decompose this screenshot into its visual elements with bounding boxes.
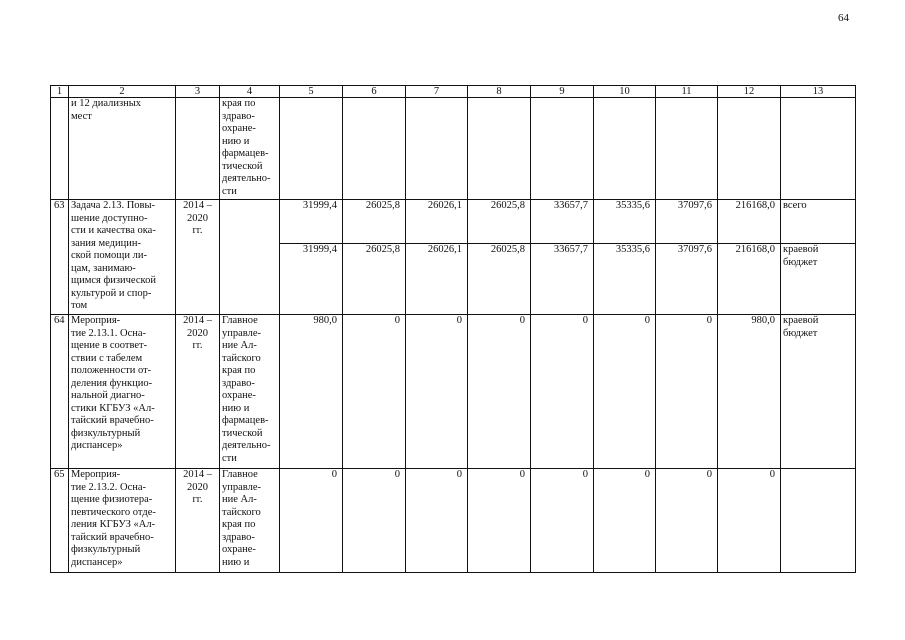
responsible-org-cell <box>220 200 280 315</box>
value-cell: 0 <box>531 315 594 469</box>
header-cell: 3 <box>176 86 220 98</box>
value-cell: 26025,8 <box>343 244 406 315</box>
value-cell: 216168,0 <box>718 200 781 244</box>
budget-table <box>50 85 856 573</box>
source-cell: краевой бюджет <box>781 315 856 469</box>
header-cell: 1 <box>51 86 69 98</box>
value-cell: 0 <box>406 469 468 573</box>
header-cell: 10 <box>594 86 656 98</box>
header-cell: 4 <box>220 86 280 98</box>
value-cell <box>594 98 656 200</box>
row-number-cell <box>51 98 69 200</box>
value-cell: 0 <box>343 469 406 573</box>
value-cell: 0 <box>406 315 468 469</box>
value-cell: 216168,0 <box>718 244 781 315</box>
value-cell: 37097,6 <box>656 244 718 315</box>
value-cell: 0 <box>468 315 531 469</box>
measure-name-cell: и 12 диализных мест <box>69 98 176 200</box>
value-cell: 35335,6 <box>594 200 656 244</box>
value-cell: 26026,1 <box>406 244 468 315</box>
period-cell <box>176 98 220 200</box>
value-cell: 0 <box>656 469 718 573</box>
value-cell: 31999,4 <box>280 244 343 315</box>
table-row <box>51 98 856 200</box>
table-row <box>51 469 856 573</box>
value-cell <box>468 98 531 200</box>
header-cell: 8 <box>468 86 531 98</box>
value-cell: 980,0 <box>280 315 343 469</box>
period-cell: 2014 – 2020 гг. <box>176 200 220 315</box>
measure-name-cell: Мероприя- тие 2.13.2. Осна- щение физиотера- певтического отде- ления КГБУЗ «Ал- тайский врачебно- физкультурный диспансер» <box>69 469 176 573</box>
value-cell <box>531 98 594 200</box>
value-cell: 26025,8 <box>468 200 531 244</box>
period-cell: 2014 – 2020 гг. <box>176 315 220 469</box>
value-cell <box>656 98 718 200</box>
value-cell: 26025,8 <box>343 200 406 244</box>
header-cell: 12 <box>718 86 781 98</box>
value-cell <box>280 98 343 200</box>
value-cell: 0 <box>280 469 343 573</box>
value-cell <box>406 98 468 200</box>
row-number-cell: 64 <box>51 315 69 469</box>
page-number: 64 <box>838 12 849 24</box>
table-row <box>51 315 856 469</box>
value-cell: 33657,7 <box>531 200 594 244</box>
value-cell: 33657,7 <box>531 244 594 315</box>
value-cell: 0 <box>468 469 531 573</box>
header-cell: 6 <box>343 86 406 98</box>
value-cell: 0 <box>531 469 594 573</box>
header-cell: 2 <box>69 86 176 98</box>
row-number-cell: 65 <box>51 469 69 573</box>
source-cell <box>781 469 856 573</box>
period-cell: 2014 – 2020 гг. <box>176 469 220 573</box>
row-number-cell: 63 <box>51 200 69 315</box>
value-cell: 980,0 <box>718 315 781 469</box>
measure-name-cell: Мероприя- тие 2.13.1. Осна- щение в соответ- ствии с табелем положенности от- деления функцио- нальной диагно- стики КГБУЗ «Ал- тайский врачебно- физкультурный диспансер» <box>69 315 176 469</box>
header-cell: 5 <box>280 86 343 98</box>
value-cell: 0 <box>594 315 656 469</box>
value-cell: 26025,8 <box>468 244 531 315</box>
responsible-org-cell: Главное управле- ние Ал- тайского края по здраво- охране- нию и <box>220 469 280 573</box>
value-cell: 0 <box>656 315 718 469</box>
value-cell: 37097,6 <box>656 200 718 244</box>
value-cell: 0 <box>343 315 406 469</box>
header-cell: 9 <box>531 86 594 98</box>
value-cell: 31999,4 <box>280 200 343 244</box>
value-cell <box>343 98 406 200</box>
header-cell: 11 <box>656 86 718 98</box>
header-row <box>51 86 856 98</box>
value-cell: 35335,6 <box>594 244 656 315</box>
source-cell <box>781 98 856 200</box>
responsible-org-cell: края по здраво- охране- нию и фармацев- тической деятельно- сти <box>220 98 280 200</box>
table-row <box>51 200 856 244</box>
value-cell <box>718 98 781 200</box>
value-cell: 0 <box>718 469 781 573</box>
value-cell: 0 <box>594 469 656 573</box>
source-cell: всего <box>781 200 856 244</box>
value-cell: 26026,1 <box>406 200 468 244</box>
header-cell: 7 <box>406 86 468 98</box>
header-cell: 13 <box>781 86 856 98</box>
source-cell: краевой бюджет <box>781 244 856 315</box>
measure-name-cell: Задача 2.13. Повы- шение доступно- сти и качества ока- зания медицин- ской помощи ли- цам, занимаю- щимся физической культурой и спор- том <box>69 200 176 315</box>
responsible-org-cell: Главное управле- ние Ал- тайского края по здраво- охране- нию и фармацев- тической деятельно- сти <box>220 315 280 469</box>
